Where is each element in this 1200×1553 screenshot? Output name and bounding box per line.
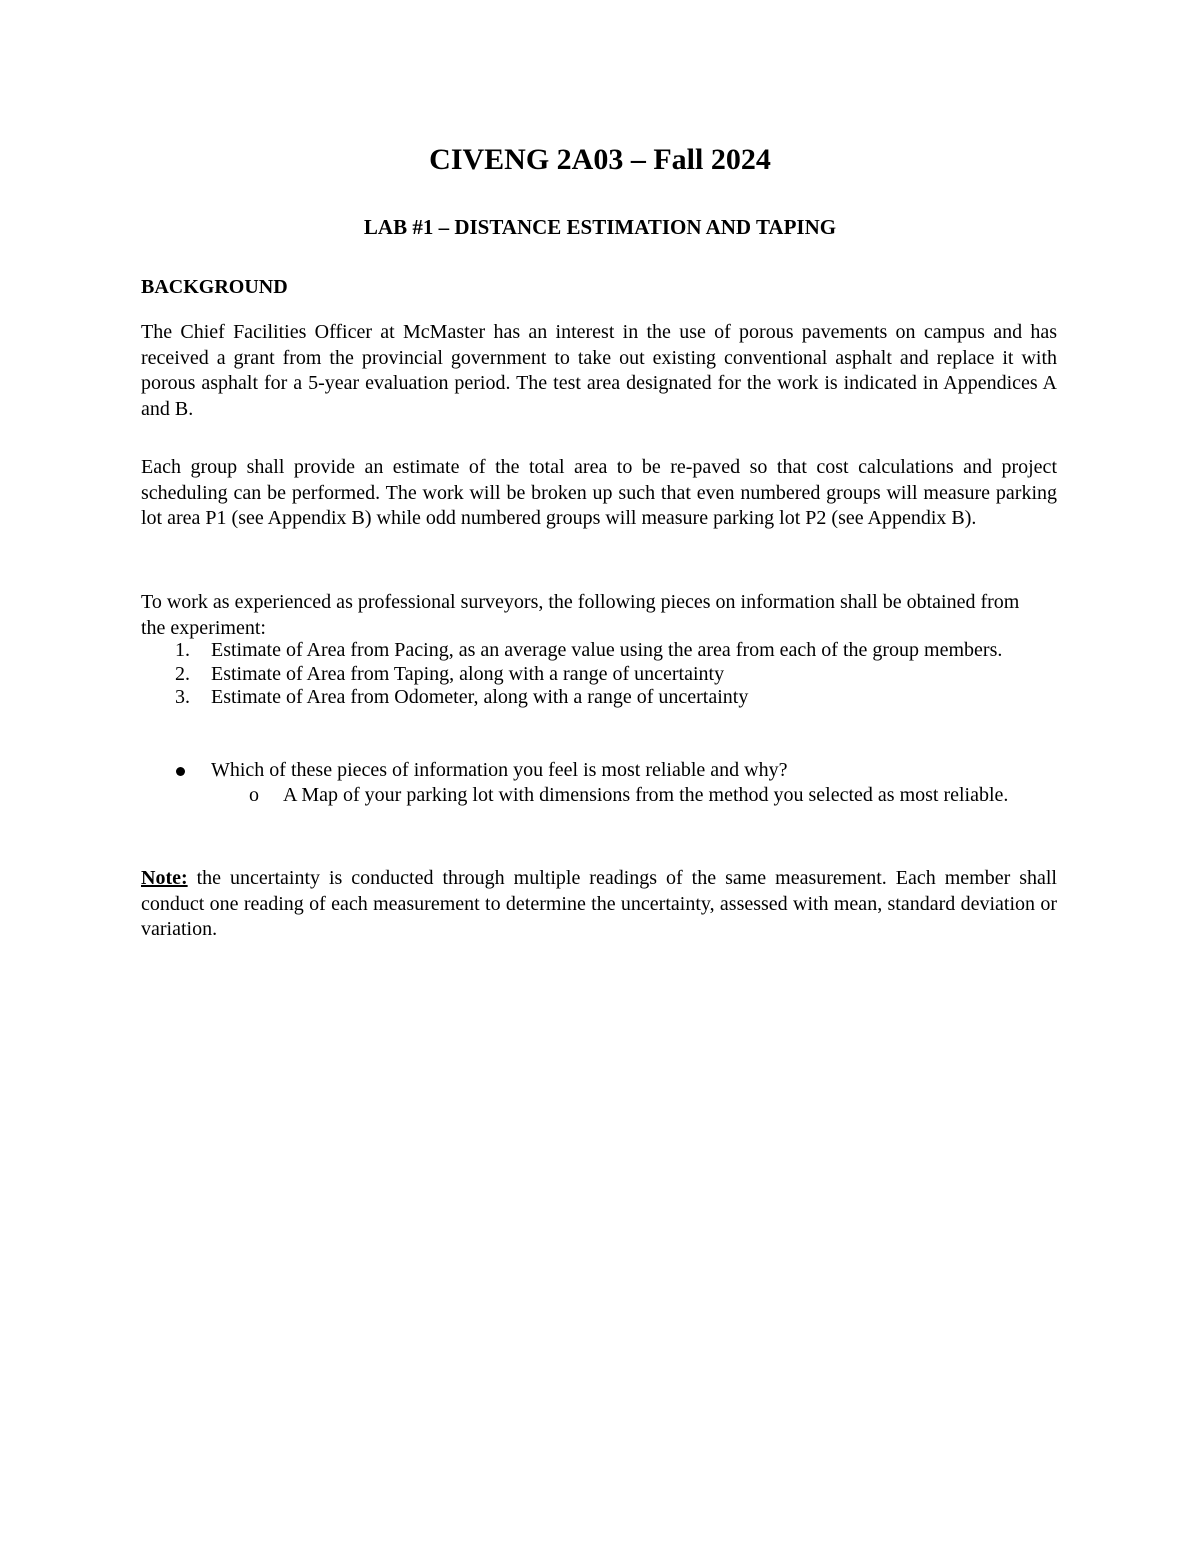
note-text: the uncertainty is conducted through multiple readings of the same measurement. Each member shall conduct one reading of each measurement to determine the uncertainty, assessed with mean, standard deviation or variation. (141, 867, 1057, 941)
section-heading-background: BACKGROUND (141, 276, 288, 298)
list-item-number: 1. (175, 639, 190, 661)
background-paragraph-3: To work as experienced as professional surveyors, the following pieces on information shall be obtained from the experiment: (141, 591, 1020, 639)
deliverables-list (141, 639, 1057, 710)
sub-bullet-text: A Map of your parking lot with dimensions from the method you selected as most reliable. (283, 784, 1009, 806)
bullet-text: Which of these pieces of information you feel is most reliable and why? (211, 759, 788, 781)
list-item (141, 663, 1057, 687)
note-paragraph (141, 866, 1057, 943)
list-item-text: Estimate of Area from Pacing, as an average value using the area from each of the group members. (211, 639, 1003, 661)
list-item-text: Estimate of Area from Taping, along with a range of uncertainty (211, 662, 725, 685)
list-item-number: 2. (175, 662, 190, 685)
bullet-icon (176, 767, 185, 776)
note-label: Note: (141, 867, 188, 889)
lab-title: LAB #1 – DISTANCE ESTIMATION AND TAPING (363, 215, 837, 239)
background-paragraph-1: The Chief Facilities Officer at McMaster has an interest in the use of porous pavements on campus and has received a grant from the provincial government to take out existing conventional asphalt and replace it with porous asphalt for a 5-year evaluation period. The test area designated for the work is indicated in Appendices A and B. (141, 321, 1057, 420)
background-paragraph-2: Each group shall provide an estimate of the total area to be re-paved so that cost calculations and project scheduling can be performed. The work will be broken up such that even numbered groups will measure parking lot area P1 (see Appendix B) while odd numbered groups will measure parking lot P2 (see Appendix B). (141, 456, 1057, 530)
bullet-item (141, 758, 1057, 783)
sub-bullet-marker: o (249, 784, 259, 806)
list-item (141, 686, 1057, 710)
list-item-text: Estimate of Area from Odometer, along with a range of uncertainty (211, 686, 749, 709)
course-title: CIVENG 2A03 – Fall 2024 (429, 143, 771, 176)
list-item-number: 3. (175, 686, 190, 709)
sub-bullet-item (141, 783, 1057, 808)
reliability-question (141, 758, 1057, 808)
list-item (141, 639, 1057, 663)
